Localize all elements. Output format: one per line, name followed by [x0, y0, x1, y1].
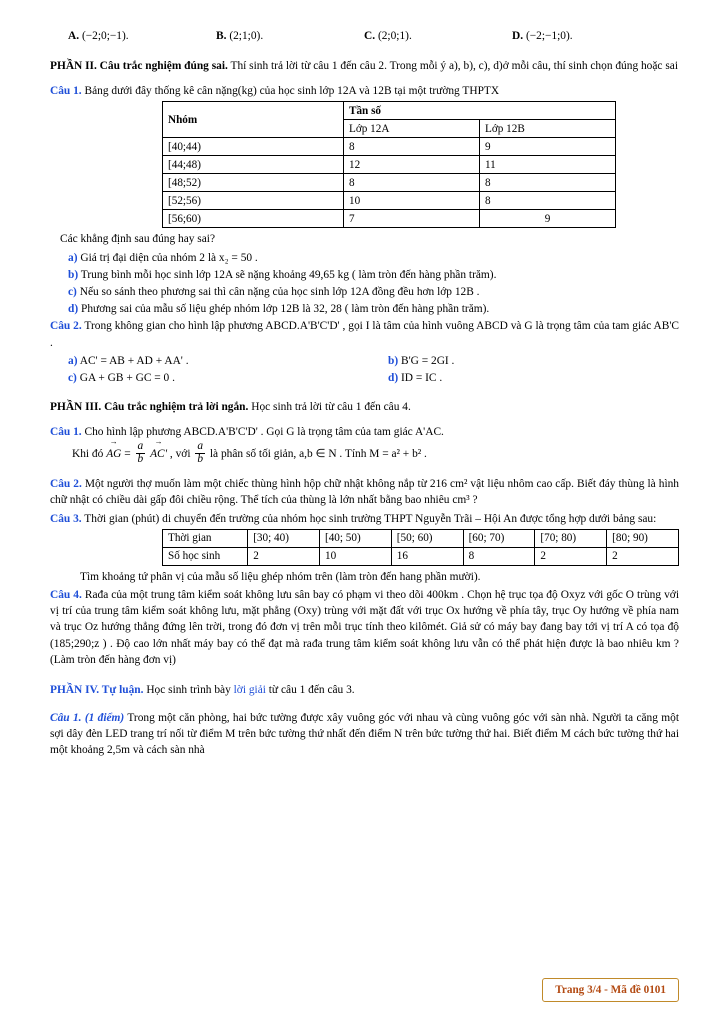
part3-q1-label: Câu 1.: [50, 426, 82, 439]
item-text-b: Trung bình mỗi học sinh lớp 12A sẽ nặng khoảng 49,65 kg ( làm tròn đến hàng phần trăm).: [80, 268, 497, 281]
choice-label-a: a): [68, 354, 78, 367]
cell-12b: 11: [480, 156, 616, 174]
choice-label-d: d): [388, 371, 399, 384]
part2-q2-choice-a: [68, 353, 388, 370]
option-label-b: B.: [216, 30, 227, 42]
table-row: [163, 192, 616, 210]
part2-q1-item-c: [50, 284, 679, 300]
formula-prefix: Khi đó: [72, 448, 107, 461]
part4-heading-link[interactable]: lời giải: [233, 683, 266, 696]
cell-12b: 8: [480, 174, 616, 192]
cell-group: [48;52): [163, 174, 344, 192]
part3-heading-rest: Học sinh trả lời từ câu 1 đến câu 4.: [248, 400, 411, 413]
table-header-row-1: [163, 102, 616, 120]
part2-q2-text: Trong không gian cho hình lập phương ABCD.A'B'C'D' , gọi I là tâm của hình vuông ABCD và G là trọng tâm của tam giác AB'C .: [50, 320, 679, 349]
fraction-numerator: a: [137, 440, 144, 453]
cell-12a: 10: [344, 192, 480, 210]
table-row: [163, 547, 679, 565]
part3-q2-label: Câu 2.: [50, 478, 82, 491]
header-class-12a: Lớp 12A: [344, 120, 480, 138]
part4-q1-text: Trong một căn phòng, hai bức tường được xây vuông góc với nhau và cùng vuông góc với sàn nhà. Người ta căng một sợi dây đèn LED trang trí nối từ điểm M trên bức tường thứ nhất đến điểm N trên bức tường thứ hai. Biết điểm M cách bức tường thứ hai một khoảng 2,5m và cách sàn nhà: [50, 712, 679, 757]
cell-group: [44;48): [163, 156, 344, 174]
part4-heading: [50, 682, 679, 698]
part4-q1-label: Câu 1. (1 điểm): [50, 712, 125, 725]
cell-count: 16: [391, 547, 463, 565]
table-row: [163, 529, 679, 547]
page-footer-badge: Trang 3/4 - Mã đề 0101: [542, 978, 679, 1002]
fraction-denominator: b: [137, 453, 144, 466]
part2-q1-text: Bảng dưới đây thống kê cân nặng(kg) của học sinh lớp 12A và 12B tại một trường THPTX: [81, 85, 500, 98]
part2-q1-stem: [50, 83, 679, 99]
header-frequency: Tần số: [344, 102, 616, 120]
part3-q4-stem: [50, 587, 679, 668]
cell-interval: [30; 40): [248, 529, 320, 547]
part3-q3-text: Thời gian (phút) di chuyển đến trường của nhóm học sinh trường THPT Nguyễn Trãi – Hội An được tổng hợp dưới bảng sau:: [81, 512, 657, 525]
item-label-d: d): [68, 303, 79, 316]
part2-q2-label: Câu 2.: [50, 320, 82, 333]
fraction-numerator-2: a: [197, 440, 204, 453]
cell-interval: [80; 90): [607, 529, 679, 547]
item-text-d: Phương sai của mẫu số liệu ghép nhóm lớp 12B là 32, 28 ( làm tròn đến hàng phần trăm).: [81, 303, 490, 316]
option-text-b: (2;1;0).: [229, 30, 264, 42]
part2-q2-choice-b: [388, 353, 679, 370]
choice-text-d: ID = IC .: [401, 371, 443, 384]
cell-12a: 8: [344, 174, 480, 192]
table-row: [163, 138, 616, 156]
answer-option-d: [512, 30, 660, 42]
item-label-c: c): [68, 285, 77, 298]
part4-heading-rest: từ câu 1 đến câu 3.: [265, 683, 355, 696]
item-label-b: b): [68, 268, 79, 281]
vector-ac: → AC': [150, 446, 167, 462]
cell-group: [56;60): [163, 210, 344, 228]
cell-12a: 12: [344, 156, 480, 174]
part2-q1-item-d: [50, 301, 679, 317]
fraction-a-over-b: [136, 441, 146, 466]
part3-heading: [50, 399, 679, 415]
fraction-a-over-b-2: [195, 441, 205, 466]
cell-interval: [60; 70): [463, 529, 535, 547]
header-group: Nhóm: [163, 102, 344, 138]
row-label-time: Thời gian: [163, 529, 248, 547]
cell-12b: 8: [480, 192, 616, 210]
option-text-a: (−2;0;−1).: [81, 30, 129, 42]
part4-heading-bold: PHẦN IV. Tự luận.: [50, 683, 144, 696]
answer-option-a: [68, 30, 216, 42]
cell-count: 2: [535, 547, 607, 565]
cell-12a: 8: [344, 138, 480, 156]
part2-q1-item-b: [50, 267, 679, 283]
option-text-d: (−2;−1;0).: [525, 30, 573, 42]
part3-q4-label: Câu 4.: [50, 588, 82, 601]
cell-interval: [50; 60): [391, 529, 463, 547]
option-label-a: A.: [68, 30, 80, 42]
table-row: [163, 156, 616, 174]
formula-middle: , với: [167, 448, 194, 461]
fraction-denominator-2: b: [197, 453, 204, 466]
choice-text-c: GA + GB + GC = 0 .: [79, 371, 175, 384]
cell-count: 2: [607, 547, 679, 565]
answer-option-b: [216, 30, 364, 42]
item-text-a: Giá trị đại diện của nhóm 2 là x₂ = 50 .: [80, 251, 258, 264]
part3-q2-stem: [50, 476, 679, 508]
choice-text-a: AC' = AB + AD + AA' .: [79, 354, 189, 367]
choice-label-c: c): [68, 371, 77, 384]
part3-q3-time-table: [162, 529, 679, 566]
part3-q1-stem: [50, 424, 679, 440]
part3-q1-formula-line: Khi đó → AG = $\frac{a}{b}$ → AC' , với $\frac{a}{b}$ là phân số tối giản, a,b ∈ N . Tính M = a² + b² .: [50, 442, 679, 467]
part4-heading-mid: Học sinh trình bày: [143, 683, 234, 696]
formula-suffix: là phân số tối giản, a,b ∈ N . Tính M = a² + b² .: [207, 448, 427, 461]
part2-q2-stem: [50, 318, 679, 350]
part3-q2-text: Một người thợ muốn làm một chiếc thùng hình hộp chữ nhật không nắp từ 216 cm² vật liệu nhôm cao cấp. Biết đáy thùng là hình chữ nhật có chiều dài gấp đôi chiều rộng. Thể tích của thùng là lớn nhất bằng bao nhiêu cm³ ?: [50, 478, 679, 507]
part4-q1-stem: [50, 710, 679, 759]
cell-12b: 9: [480, 138, 616, 156]
part2-heading-bold: PHẦN II. Câu trắc nghiệm đúng sai.: [50, 60, 228, 72]
part3-q3-label: Câu 3.: [50, 512, 82, 525]
vector-ag: → AG: [106, 446, 121, 462]
part2-q1-label: Câu 1.: [50, 85, 82, 98]
part2-q2-choices-row-2: [50, 370, 679, 387]
part3-heading-bold: PHẦN III. Câu trắc nghiệm trả lời ngắn.: [50, 400, 249, 413]
part2-q2-choice-d: [388, 370, 679, 387]
part2-heading: [50, 58, 679, 74]
cell-count: 10: [319, 547, 391, 565]
cell-12a: 7: [344, 210, 480, 228]
cell-group: [52;56): [163, 192, 344, 210]
part2-q2-choice-c: [68, 370, 388, 387]
option-label-c: C.: [364, 30, 376, 42]
cell-count: 2: [248, 547, 320, 565]
cell-interval: [40; 50): [319, 529, 391, 547]
cell-group: [40;44): [163, 138, 344, 156]
part2-q2-choices-row-1: [50, 353, 679, 370]
part2-heading-rest: Thí sinh trả lời từ câu 1 đến câu 2. Trong mỗi ý a), b), c), d)ở mỗi câu, thí sinh chọn đúng hoặc sai: [227, 60, 678, 72]
choice-text-b: B'G = 2GI .: [401, 354, 455, 367]
choice-label-b: b): [388, 354, 399, 367]
part3-q3-followup: Tìm khoảng tứ phân vị của mẫu số liệu ghép nhóm trên (làm tròn đến hang phần mười).: [80, 570, 481, 583]
cell-interval: [70; 80): [535, 529, 607, 547]
part2-q1-item-a: [50, 250, 679, 266]
cell-count: 8: [463, 547, 535, 565]
item-text-c: Nếu so sánh theo phương sai thì cân nặng của học sinh lớp 12A đồng đều hơn lớp 12B .: [79, 285, 480, 298]
part3-q4-text: Rađa của một trung tâm kiểm soát không lưu sân bay có phạm vi theo dõi 400km . Chọn hệ trục tọa độ Oxyz với gốc O trùng với vị trí của trung tâm kiểm soát không lưu, mặt phẳng (Oxy) trùng với mặt đất với trục Ox hướng về phía tây, trục Oy hướng về phía nam và trục Oz hướng thẳng đứng lên trời, trong đó đơn vị trên mỗi trục tính theo kilômét. Giả sử có máy bay đang bay tới vị trí A có tọa độ (185;290;z ) . Độ cao lớn nhất máy bay có thể đạt mà rađa trung tâm kiểm soát không lưu vẫn có thể phát hiện được là bao nhiêu km ? (Làm tròn đến hàng đơn vị): [50, 588, 679, 666]
cell-12b: 9: [480, 210, 616, 228]
answer-options-row: [50, 30, 679, 42]
item-label-a: a): [68, 251, 78, 264]
part3-q3-stem: [50, 511, 679, 527]
table-row: [163, 210, 616, 228]
header-class-12b: Lớp 12B: [480, 120, 616, 138]
row-label-count: Số học sinh: [163, 547, 248, 565]
part2-q1-prompt: Các khẳng định sau đúng hay sai?: [60, 233, 216, 246]
table-row: [163, 174, 616, 192]
answer-option-c: [364, 30, 512, 42]
option-label-d: D.: [512, 30, 524, 42]
option-text-c: (2;0;1).: [377, 30, 412, 42]
part2-q1-frequency-table: [162, 101, 616, 228]
part3-q1-text: Cho hình lập phương ABCD.A'B'C'D' . Gọi G là trọng tâm của tam giác A'AC.: [81, 426, 444, 439]
